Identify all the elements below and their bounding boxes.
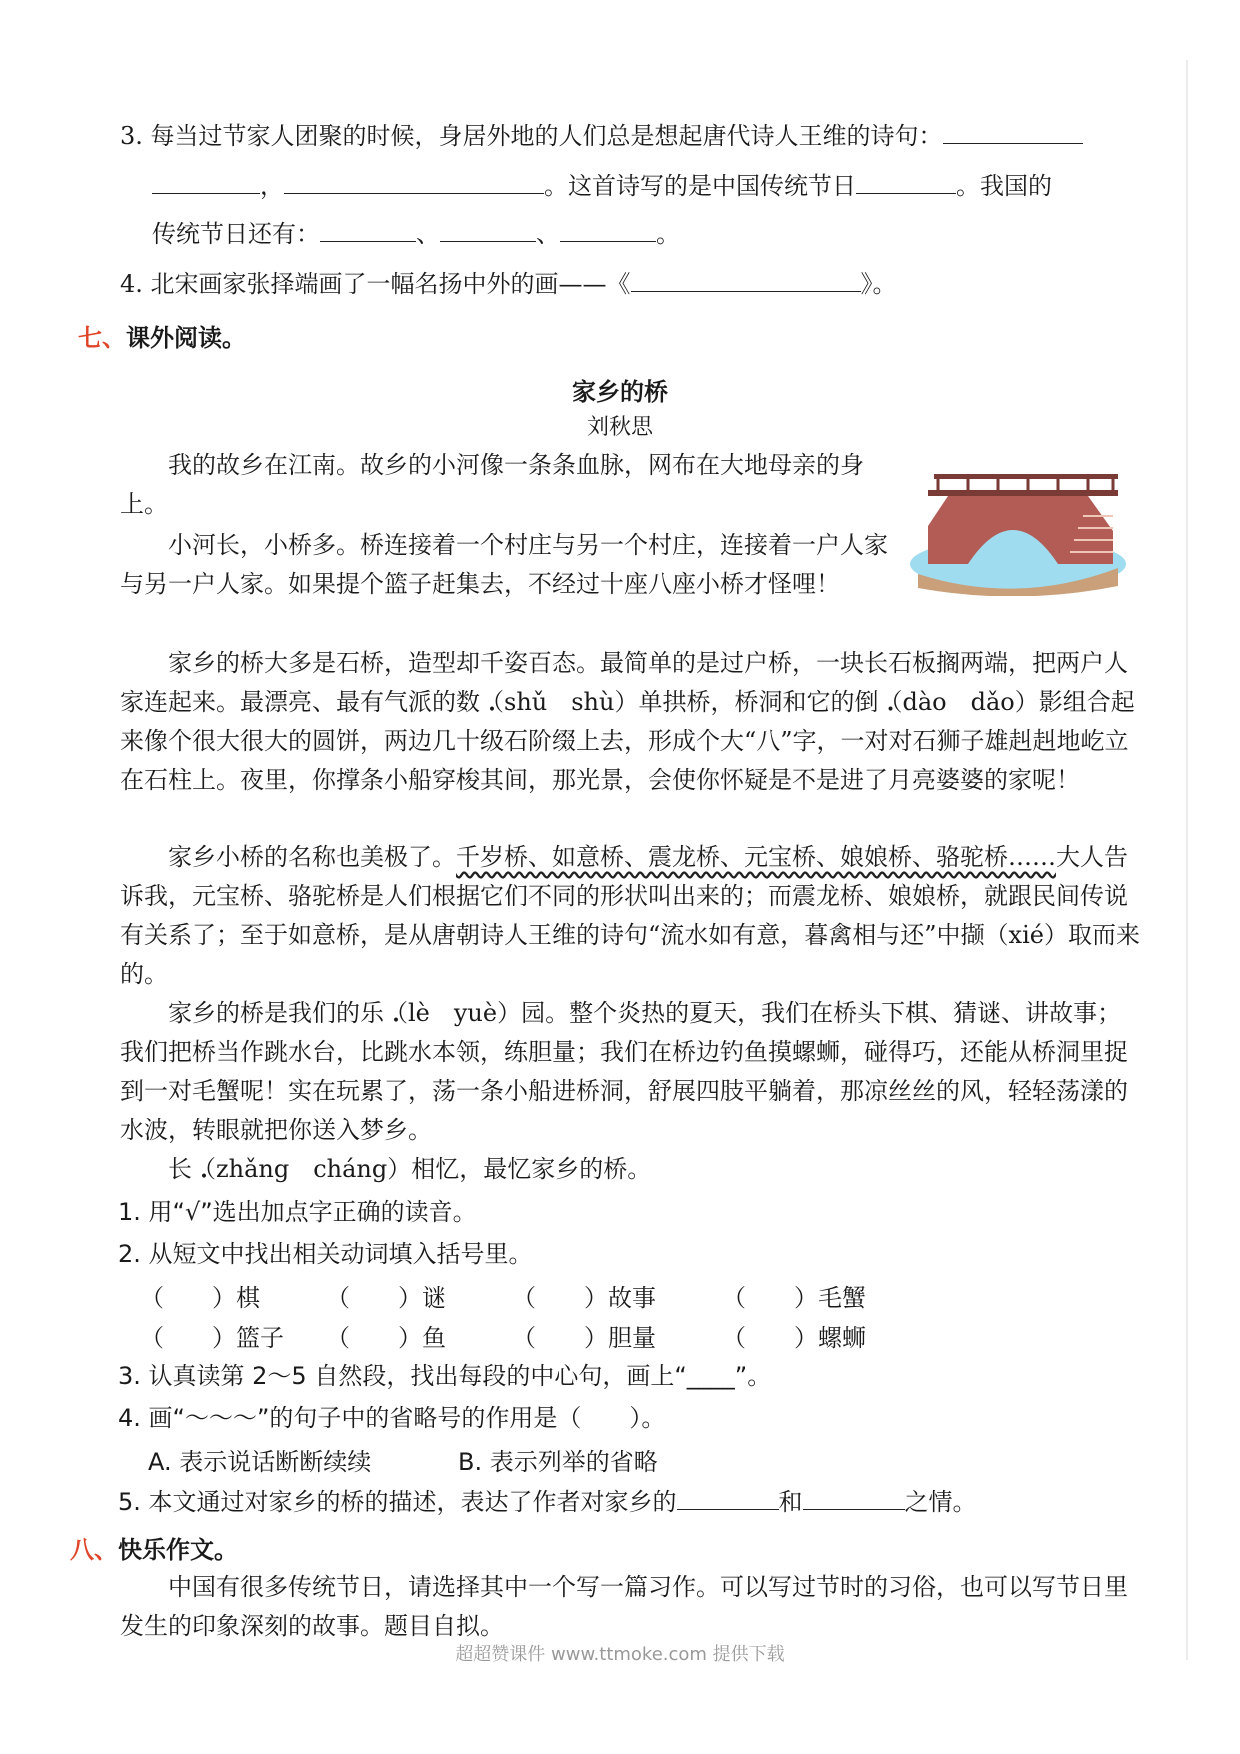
blank-item[interactable]: （ ）棋 xyxy=(140,1284,260,1312)
answer-blank[interactable] xyxy=(631,269,861,292)
answer-blank[interactable] xyxy=(284,171,544,194)
section-7-heading: 七、课外阅读。 xyxy=(78,324,246,352)
dotted-character: 倒 xyxy=(854,688,879,716)
answer-blank[interactable] xyxy=(440,219,536,242)
paragraph-4: 家乡小桥的名称也美极了。千岁桥、如意桥、震龙桥、元宝桥、娘娘桥、骆驼桥……大人告诉我，元宝桥、骆驼桥是人们根据它们不同的形状叫出来的；而震龙桥、娘娘桥，就跟民间传说有关系了；至于如意桥，是从唐朝诗人王维的诗句“流水如有意，暮禽相与还”中撷（xié）取而来的。 xyxy=(120,843,1140,988)
blank-item[interactable]: （ ）毛蟹 xyxy=(722,1284,866,1312)
blank-item[interactable]: （ ）谜 xyxy=(326,1284,446,1312)
dotted-character: 乐 xyxy=(360,999,384,1027)
reading-question-5: 5. 本文通过对家乡的桥的描述，表达了作者对家乡的 和 之情。 xyxy=(118,1488,977,1516)
option-a[interactable]: A. 表示说话断断续续 xyxy=(148,1448,372,1476)
reading-question-4: 4. 画“～～～”的句子中的省略号的作用是（ ）。 xyxy=(118,1404,666,1432)
page-edge xyxy=(1186,60,1188,1660)
question-3-line-1: 3. 每当过节家人团聚的时候，身居外地的人们总是想起唐代诗人王维的诗句： xyxy=(120,116,1083,156)
dotted-character: 数 xyxy=(456,688,480,716)
paragraph-2: 小河长，小桥多。桥连接着一个村庄与另一个村庄，连接着一户人家与另一户人家。如果提个篮子赶集去，不经过十座八座小桥才怪哩！ xyxy=(120,531,888,598)
answer-blank[interactable] xyxy=(943,121,1083,144)
question-2-row-2 xyxy=(140,1318,908,1353)
answer-blank[interactable] xyxy=(320,219,416,242)
composition-prompt: 中国有很多传统节日，请选择其中一个写一篇习作。可以写过节时的习俗，也可以写节日里发生的印象深刻的故事。题目自拟。 xyxy=(120,1573,1128,1640)
question-4-options xyxy=(148,1442,658,1477)
blank-item[interactable]: （ ）篮子 xyxy=(140,1324,284,1352)
paragraph-5: 家乡的桥是我们的乐（lè yuè）园。整个炎热的夏天，我们在桥头下棋、猜谜、讲故事；我们把桥当作跳水台，比跳水本领，练胆量；我们在桥边钓鱼摸螺蛳，碰得巧，还能从桥洞里捉到一对毛蟹呢！实在玩累了，荡一条小船进桥洞，舒展四肢平躺着，那凉丝丝的风，轻轻荡漾的水波，转眼就把你送入梦乡。 xyxy=(120,999,1128,1144)
option-b[interactable]: B. 表示列举的省略 xyxy=(458,1448,658,1476)
section-8-heading: 八、快乐作文。 xyxy=(70,1536,238,1564)
reading-question-1: 1. 用“√”选出加点字正确的读音。 xyxy=(118,1198,477,1226)
answer-blank[interactable] xyxy=(803,1487,905,1510)
answer-blank[interactable] xyxy=(856,171,956,194)
paragraph-6: 长（zhǎng cháng）相忆，最忆家乡的桥。 xyxy=(168,1155,652,1183)
blank-item[interactable]: （ ）鱼 xyxy=(326,1324,446,1352)
paragraph-1: 我的故乡在江南。故乡的小河像一条条血脉，网布在大地母亲的身上。 xyxy=(120,451,864,518)
answer-blank[interactable] xyxy=(152,171,260,194)
footer-watermark: 超超赞课件 www.ttmoke.com 提供下载 xyxy=(455,1644,785,1665)
question-2-row-1 xyxy=(140,1278,908,1313)
paragraph-3: 家乡的桥大多是石桥，造型却千姿百态。最简单的是过户桥，一块长石板搁两端，把两户人家连起来。最漂亮、最有气派的数（shǔ shù）单拱桥，桥洞和它的倒（dào dǎo）影组合起来像个很大很大的圆饼，两边几十级石阶缀上去，形成个大“八”字，一对对石狮子雄赳赳地屹立在石柱上。夜里，你撑条小船穿梭其间，那光景，会使你怀疑是不是进了月亮婆婆的家呢！ xyxy=(120,649,1135,794)
question-3-line-3: 传统节日还有： 、 、 。 xyxy=(152,220,680,248)
answer-blank[interactable] xyxy=(677,1487,779,1510)
bridge-illustration xyxy=(908,456,1133,596)
question-3-line-2: ， 。这首诗写的是中国传统节日 。我国的 xyxy=(152,166,1052,206)
article-author: 刘秋思 xyxy=(586,415,653,440)
reading-question-3: 3. 认真读第 2～5 自然段，找出每段的中心句，画上“____”。 xyxy=(118,1362,772,1390)
blank-item[interactable]: （ ）故事 xyxy=(512,1284,656,1312)
reading-question-2: 2. 从短文中找出相关动词填入括号里。 xyxy=(118,1240,533,1268)
blank-item[interactable]: （ ）胆量 xyxy=(512,1324,656,1352)
wavy-underlined-sentence: 千岁桥、如意桥、震龙桥、元宝桥、娘娘桥、骆驼桥…… xyxy=(456,843,1056,871)
blank-item[interactable]: （ ）螺蛳 xyxy=(722,1324,866,1352)
answer-blank[interactable] xyxy=(560,219,656,242)
dotted-character: 长 xyxy=(168,1155,192,1183)
question-4: 4. 北宋画家张择端画了一幅名扬中外的画——《 》。 xyxy=(120,270,897,298)
article-title: 家乡的桥 xyxy=(572,378,668,406)
